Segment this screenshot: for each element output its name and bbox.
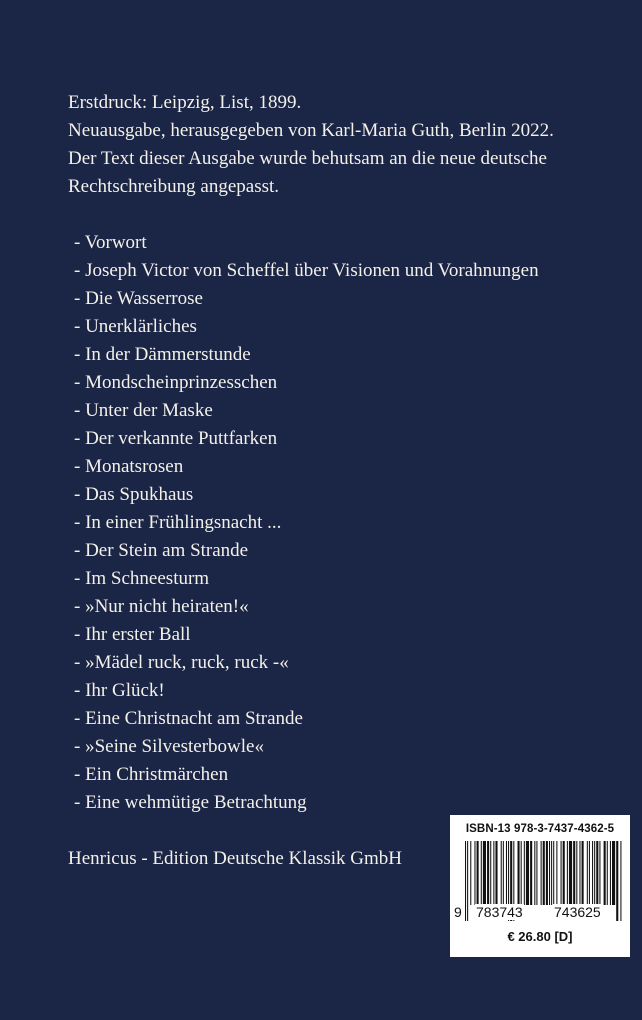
edition-line: Der Text dieser Ausgabe wurde behutsam an die neue deutsche: [68, 148, 547, 169]
barcode-bar: [556, 841, 557, 905]
edition-note: [68, 89, 608, 201]
barcode-bar: [579, 841, 580, 905]
contents-item: - Eine Christnacht am Strande: [74, 708, 303, 729]
barcode-bar: [612, 841, 615, 905]
isbn-number: ISBN-13 978-3-7437-4362-5: [465, 823, 615, 835]
contents-item: - Vorwort: [74, 232, 147, 253]
barcode-bar: [594, 841, 595, 905]
barcode-bar: [604, 841, 606, 905]
barcode-bar: [551, 841, 552, 905]
barcode-bar: [541, 841, 542, 905]
barcode-bar: [610, 841, 611, 905]
barcode-bar: [503, 841, 504, 905]
barcode-bar: [567, 841, 568, 905]
barcode-digits-left: 783743: [476, 904, 523, 920]
edition-line: Rechtschreibung angepasst.: [68, 176, 280, 197]
barcode-bar: [592, 841, 593, 905]
contents-item: - Der verkannte Puttfarken: [74, 428, 278, 449]
barcode-bar: [553, 841, 554, 905]
barcode-bar: [582, 841, 584, 905]
barcode-bar: [563, 841, 565, 905]
barcode-bar: [530, 841, 532, 905]
barcode-bar: [483, 841, 486, 905]
edition-line: Neuausgabe, herausgegeben von Karl-Maria Guth, Berlin 2022.: [68, 120, 554, 141]
barcode-bar: [561, 841, 562, 905]
edition-line: Erstdruck: Leipzig, List, 1899.: [68, 92, 302, 113]
barcode-bar: [534, 841, 535, 905]
barcode-bar: [573, 841, 575, 905]
barcode-bar: [481, 841, 482, 905]
barcode-label: [450, 815, 630, 957]
barcode-bar: [546, 841, 548, 905]
barcode-bar: [576, 841, 577, 905]
contents-item: - In der Dämmerstunde: [74, 344, 251, 365]
barcode-digits: [450, 904, 630, 922]
contents-item: - »Nur nicht heiraten!«: [74, 596, 249, 617]
contents-item: - Die Wasserrose: [74, 288, 203, 309]
contents-item: - Ihr erster Ball: [74, 624, 191, 645]
barcode-bar: [477, 841, 479, 905]
contents-item: - Unter der Maske: [74, 400, 213, 421]
contents-item: - Der Stein am Strande: [74, 540, 249, 561]
barcode-bar: [599, 841, 600, 905]
barcode-bar: [569, 841, 572, 905]
barcode-bar: [521, 841, 522, 905]
barcode-bar: [490, 841, 491, 905]
barcode-bar: [493, 841, 494, 905]
contents-item: - Im Schneesturm: [74, 568, 210, 589]
contents-item: - Das Spukhaus: [74, 484, 194, 505]
contents-item: - Eine wehmütige Betrachtung: [74, 792, 307, 813]
barcode-bar: [596, 841, 598, 905]
contents-item: - »Seine Silvesterbowle«: [74, 736, 264, 757]
contents-item: - »Mädel ruck, ruck, ruck -«: [74, 652, 289, 673]
barcode-bar: [501, 841, 502, 905]
contents-item: - Mondscheinprinzesschen: [74, 372, 278, 393]
barcode-bar: [549, 841, 550, 905]
contents-item: - Ein Christmärchen: [74, 764, 229, 785]
barcode-bar: [589, 841, 590, 905]
barcode-digits-right: 743625: [554, 904, 601, 920]
contents-item: - Joseph Victor von Scheffel über Visionen und Vorahnungen: [74, 260, 539, 281]
barcode-bar: [487, 841, 489, 905]
contents-item: - Monatsrosen: [74, 456, 184, 477]
barcode-bar: [470, 841, 471, 905]
barcode-bar: [536, 841, 537, 905]
barcode-bar: [495, 841, 497, 905]
barcode-bar: [587, 841, 588, 905]
barcode-bar: [607, 841, 608, 905]
barcode-bar: [518, 841, 520, 905]
contents-item: - In einer Frühlingsnacht ...: [74, 512, 282, 533]
contents-item: - Ihr Glück!: [74, 680, 165, 701]
barcode-bar: [474, 841, 475, 905]
barcode-bar: [506, 841, 507, 905]
barcode-bar: [543, 841, 545, 905]
contents-item: - Unerklärliches: [74, 316, 197, 337]
table-of-contents: [74, 229, 539, 817]
barcode-bar: [526, 841, 529, 905]
publisher-name: Henricus - Edition Deutsche Klassik GmbH: [68, 848, 403, 869]
barcode-bar: [524, 841, 525, 905]
price-label: € 26.80 [D]: [507, 929, 573, 944]
barcode-digit-first: 9: [454, 904, 462, 920]
